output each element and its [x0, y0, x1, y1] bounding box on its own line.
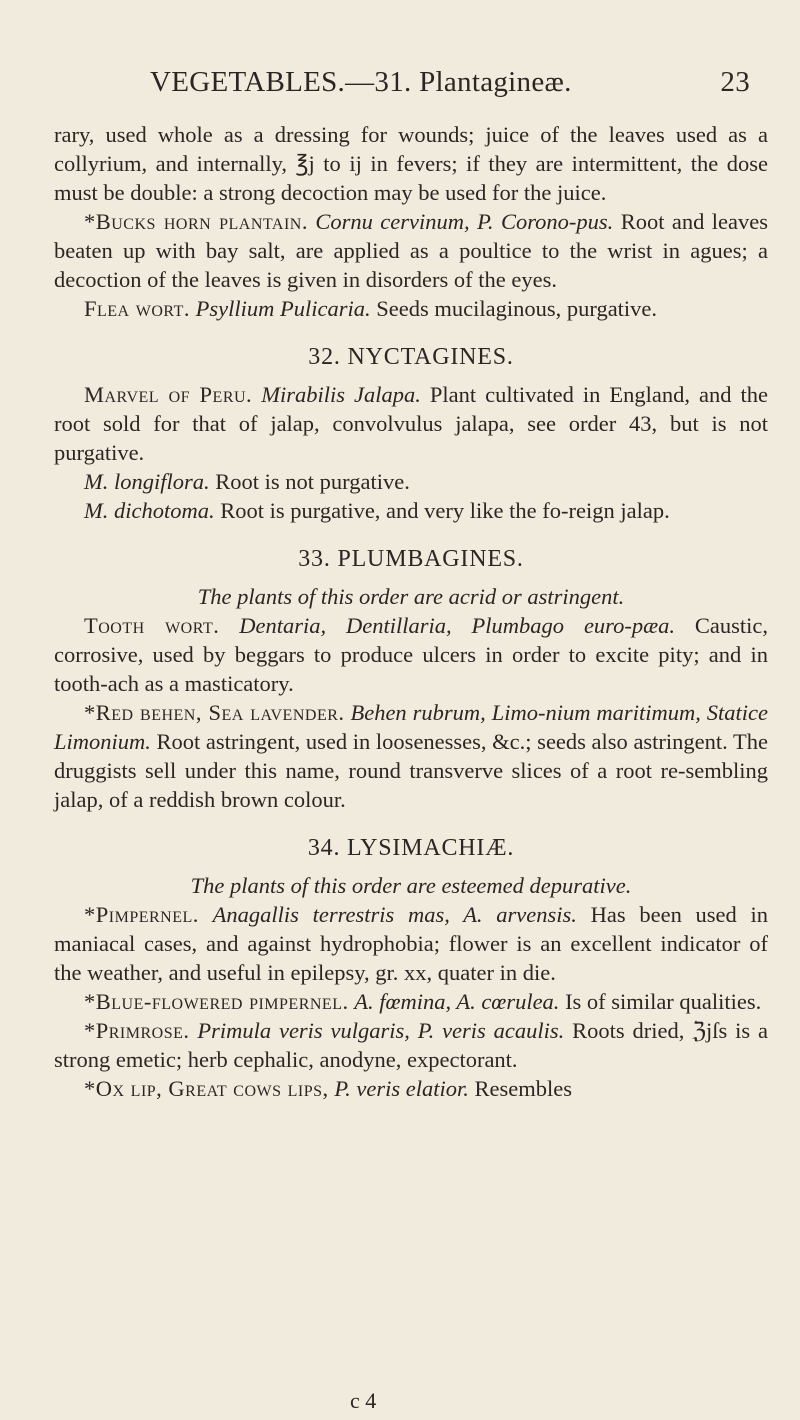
- section-subheading-lysimachiae: The plants of this order are esteemed depurative.: [190, 873, 632, 898]
- entry-blue-flowered-pimpernel: *Blue-flowered pimpernel. A. fœmina, A. cœrulea. Is of similar qualities.: [84, 989, 762, 1014]
- entry-pimpernel: *Pimpernel. Anagallis terrestris mas, A. arvensis. Has been used in maniacal cases, and against hydrophobia; flower is an excellent indicator of the weather, and useful in epilepsy, gr. xx, quater in die.: [54, 902, 769, 985]
- entry-m-dichotoma: M. dichotoma. Root is purgative, and very like the fo-reign jalap.: [84, 498, 670, 523]
- continuation-paragraph: rary, used whole as a dressing for wounds; juice of the leaves used as a collyrium, and internally, ℥j to ij in fevers; if they are intermittent, the dose must be double: a strong decoction may be used for the juice.: [54, 122, 768, 205]
- entry-bucks-horn-plantain: *Bucks horn plantain. Cornu cervinum, P. Corono-pus. Root and leaves beaten up with bay salt, are applied as a poultice to the wrist in agues; a decoction of the leaves is given in disorders of the eyes.: [54, 209, 768, 292]
- signature-mark: c 4: [350, 1388, 377, 1413]
- entry-m-longiflora: M. longiflora. Root is not purgative.: [84, 469, 410, 494]
- entry-tooth-wort: Tooth wort. Dentaria, Dentillaria, Plumbago euro-pæa. Caustic, corrosive, used by beggars to produce ulcers in order to excite pity; and in tooth-ach as a masticatory.: [54, 613, 769, 696]
- entry-ox-lip: *Ox lip, Great cows lips, P. veris elatior. Resembles: [84, 1076, 573, 1101]
- section-subheading-plumbagines: The plants of this order are acrid or astringent.: [197, 584, 625, 609]
- section-heading-plumbagines: 33. PLUMBAGINES.: [298, 546, 524, 572]
- page-number: 23: [720, 66, 750, 98]
- section-heading-nyctagines: 32. NYCTAGINES.: [308, 344, 514, 370]
- entry-marvel-of-peru: Marvel of Peru. Mirabilis Jalapa. Plant cultivated in England, and the root sold for that of jalap, convolvulus jalapa, see order 43, but is not purgative.: [54, 382, 768, 465]
- entry-flea-wort: Flea wort. Psyllium Pulicaria. Seeds mucilaginous, purgative.: [84, 296, 658, 321]
- running-head: VEGETABLES.—31. Plantagineæ.: [150, 66, 572, 98]
- entry-red-behen: *Red behen, Sea lavender. Behen rubrum, Limo-nium maritimum, Statice Limonium. Root astringent, used in loosenesses, &c.; seeds also astringent. The druggists sell under this name, round transverve slices of a root re-sembling jalap, of a reddish brown colour.: [54, 700, 768, 812]
- section-heading-lysimachiae: 34. LYSIMACHIÆ.: [307, 835, 515, 861]
- running-header: [150, 66, 750, 108]
- entry-primrose: *Primrose. Primula veris vulgaris, P. veris acaulis. Roots dried, ℨjſs is a strong emetic; herb cephalic, anodyne, expectorant.: [54, 1018, 768, 1072]
- body-text: [54, 120, 768, 1103]
